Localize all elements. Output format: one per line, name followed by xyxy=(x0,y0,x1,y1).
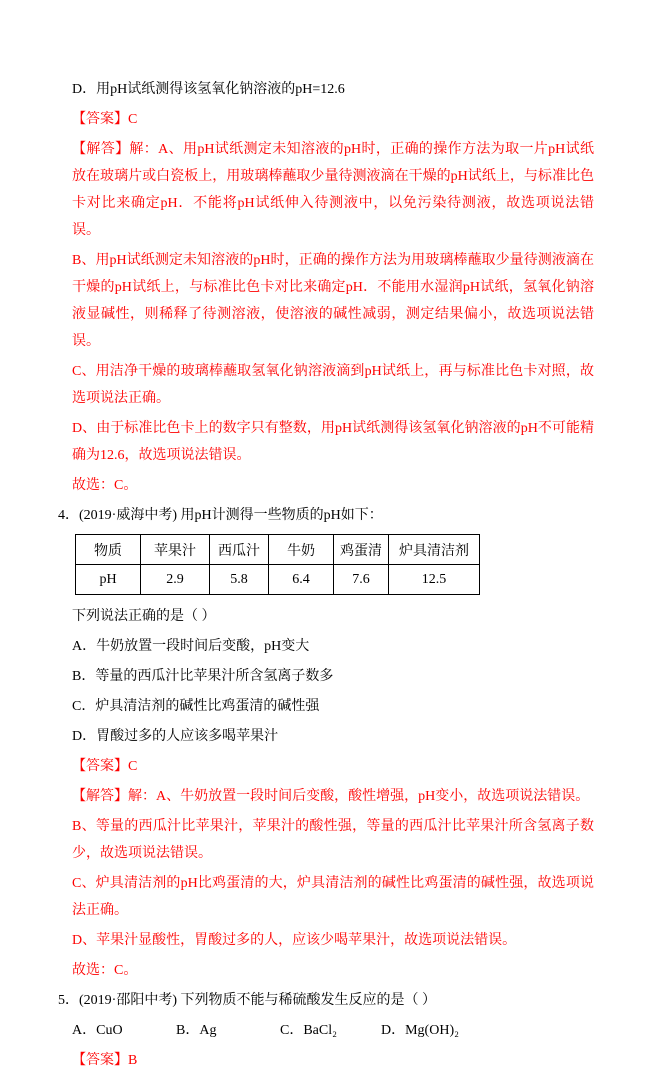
table-cell: 7.6 xyxy=(334,565,389,595)
ph-table-value-row xyxy=(76,565,480,595)
q4-option-b: B．等量的西瓜汁比苹果汁所含氢离子数多 xyxy=(72,669,334,684)
q5-answer-label: 【答案】B xyxy=(72,1053,138,1068)
document-content xyxy=(58,76,594,1077)
q4-analysis-c: C、炉具清洁剂的pH比鸡蛋清的大，炉具清洁剂的碱性比鸡蛋清的碱性强，故选项说法正确。 xyxy=(72,876,594,918)
q3-conclusion: 故选：C。 xyxy=(72,478,138,493)
table-cell: 鸡蛋清 xyxy=(334,535,389,565)
q4-answer-label: 【答案】C xyxy=(72,759,138,774)
q4-question-line: 下列说法正确的是（ ） xyxy=(72,609,216,624)
q5-option-a: A．CuO xyxy=(72,1023,123,1038)
ph-data-table xyxy=(75,534,480,595)
q3-analysis-b: B、用pH试纸测定未知溶液的pH时，正确的操作方法为用玻璃棒蘸取少量待测液滴在干燥的pH试纸上，与标准比色卡对比来确定pH．不能用水湿润pH试纸，氢氧化钠溶液显碱性，则稀释了待测溶液，使溶液的碱性减弱，测定结果偏小，故选项说法错误。 xyxy=(72,253,594,349)
table-cell: 5.8 xyxy=(210,565,269,595)
q4-analysis-a: 【解答】解：A、牛奶放置一段时间后变酸，酸性增强，pH变小，故选项说法错误。 xyxy=(72,789,590,804)
q3-option-d: D．用pH试纸测得该氢氧化钠溶液的pH=12.6 xyxy=(72,82,345,97)
q4-analysis-b: B、等量的西瓜汁比苹果汁，苹果汁的酸性强，等量的西瓜汁比苹果汁所含氢离子数少，故选项说法错误。 xyxy=(72,819,594,861)
table-cell: 苹果汁 xyxy=(141,535,210,565)
q4-conclusion: 故选：C。 xyxy=(72,963,138,978)
q3-analysis-a: 【解答】解：A、用pH试纸测定未知溶液的pH时，正确的操作方法为取一片pH试纸放在玻璃片或白瓷板上，用玻璃棒蘸取少量待测液滴在干燥的pH试纸上，与标准比色卡对比来确定pH．不能将pH试纸伸入待测液中，以免污染待测液，故选项说法错误。 xyxy=(72,142,594,238)
table-cell: 6.4 xyxy=(269,565,334,595)
table-cell: 西瓜汁 xyxy=(210,535,269,565)
table-cell: pH xyxy=(76,565,141,595)
q4-analysis-d: D、苹果汁显酸性，胃酸过多的人，应该少喝苹果汁，故选项说法错误。 xyxy=(72,933,517,948)
table-cell: 牛奶 xyxy=(269,535,334,565)
q3-answer-label: 【答案】C xyxy=(72,112,138,127)
table-cell: 物质 xyxy=(76,535,141,565)
q5-option-d: D．Mg(OH)₂ xyxy=(381,1023,459,1038)
q5-option-c: C．BaCl₂ xyxy=(280,1023,337,1038)
q4-option-d: D．胃酸过多的人应该多喝苹果汁 xyxy=(72,729,279,744)
table-cell: 12.5 xyxy=(389,565,480,595)
q4-option-a: A．牛奶放置一段时间后变酸，pH变大 xyxy=(72,639,310,654)
q4-option-c: C．炉具清洁剂的碱性比鸡蛋清的碱性强 xyxy=(72,699,320,714)
table-cell: 炉具清洁剂 xyxy=(389,535,480,565)
q5-stem: 5．(2019·邵阳中考) 下列物质不能与稀硫酸发生反应的是（ ） xyxy=(58,993,436,1008)
q3-analysis-c: C、用洁净干燥的玻璃棒蘸取氢氧化钠溶液滴到pH试纸上，再与标准比色卡对照，故选项说法正确。 xyxy=(72,364,594,406)
q4-stem: 4．(2019·威海中考) 用pH计测得一些物质的pH如下： xyxy=(58,508,383,523)
q3-analysis-d: D、由于标准比色卡上的数字只有整数，用pH试纸测得该氢氧化钠溶液的pH不可能精确为12.6，故选项说法错误。 xyxy=(72,421,594,463)
q5-option-b: B．Ag xyxy=(176,1023,217,1038)
table-cell: 2.9 xyxy=(141,565,210,595)
q5-options-row xyxy=(72,1017,594,1044)
ph-table-substance-row xyxy=(76,535,480,565)
